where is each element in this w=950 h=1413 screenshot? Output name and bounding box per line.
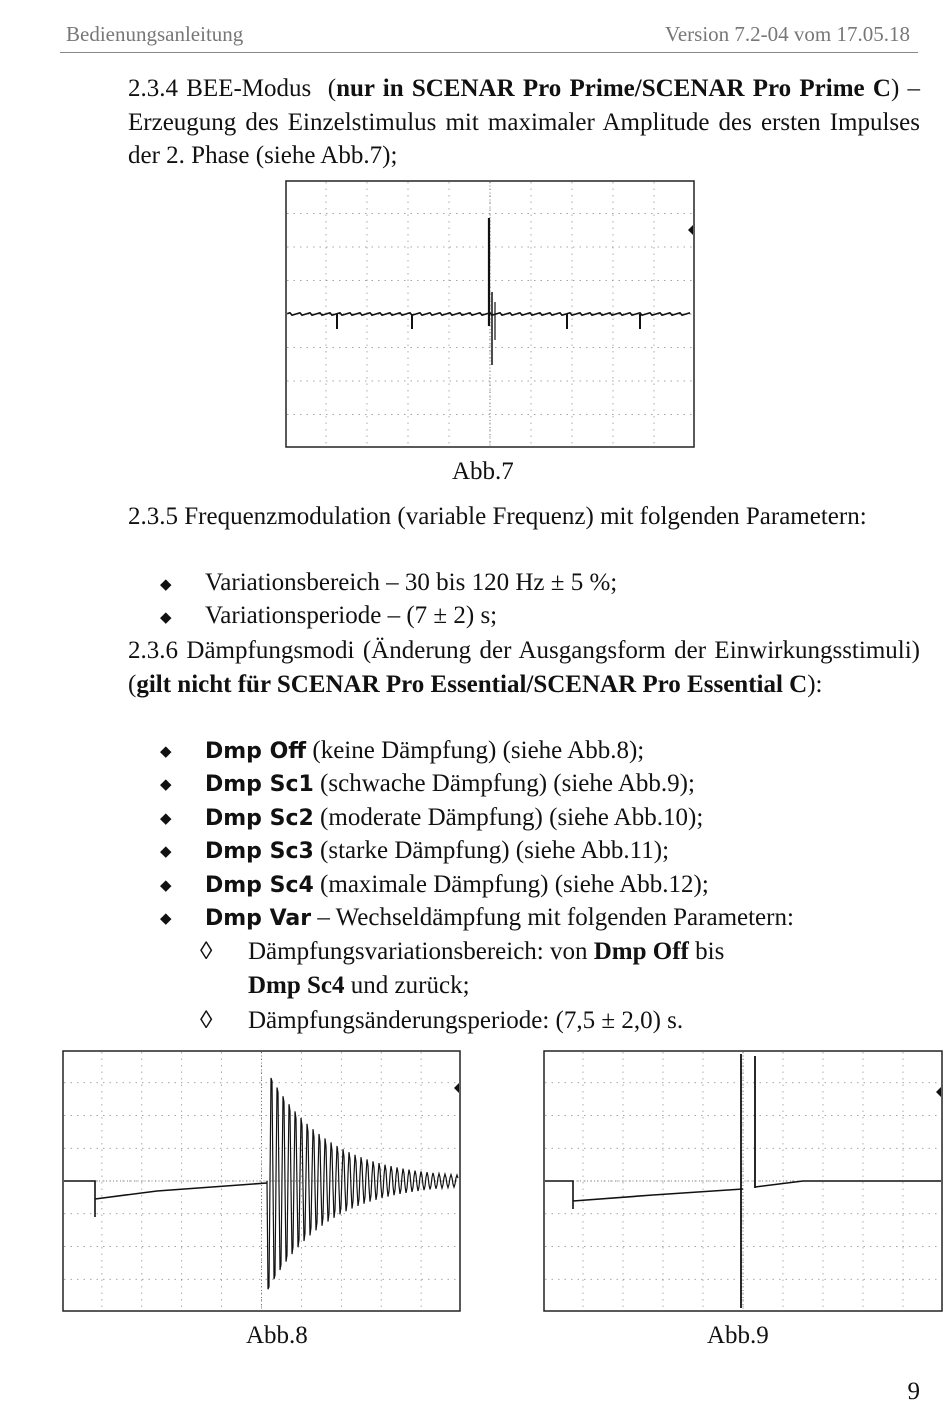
mode-desc: (maximale Dämpfung) (siehe Abb.12); xyxy=(313,871,709,898)
bullet-icon: ◆ xyxy=(160,744,172,760)
section-2-3-4 xyxy=(128,72,920,173)
sub-item-period: Dämpfungsänderungsperiode: (7,5 ± 2,0) s. xyxy=(248,1007,684,1034)
sub-item-range-cont xyxy=(248,969,470,1003)
bullet-icon: ◆ xyxy=(160,911,172,927)
bullet-icon: ◆ xyxy=(160,844,172,860)
section-text-end: ): xyxy=(807,670,823,698)
mode-ref: Dmp Off xyxy=(593,938,689,965)
running-header-right: Version 7.2-04 vom 17.05.18 xyxy=(665,22,910,46)
sub-text: Dämpfungsvariationsbereich: von xyxy=(248,938,594,965)
paren: ( xyxy=(327,75,337,102)
mode-desc: (starke Dämpfung) (siehe Abb.11); xyxy=(313,837,670,864)
mode-desc: – Wechseldämpfung mit folgenden Parametern: xyxy=(311,904,794,931)
figure-caption-abb7: Abb.7 xyxy=(452,458,514,485)
list-item-dmp-sc2 xyxy=(205,801,703,836)
running-header-left: Bedienungsanleitung xyxy=(66,22,244,46)
bullet-icon: ◆ xyxy=(160,878,172,894)
mode-name: Dmp Var xyxy=(205,906,312,931)
sub-item-range xyxy=(248,935,724,969)
section-text: ) – Erzeugung des Einzelstimulus mit maximaler Amplitude des ersten Impulses der 2. Phase (siehe Abb.7); xyxy=(128,75,921,169)
bullet-icon: ◆ xyxy=(160,610,172,626)
mode-desc: (keine Dämpfung) (siehe Abb.8); xyxy=(306,737,645,764)
oscillogram-abb8 xyxy=(62,1050,461,1312)
section-2-3-6 xyxy=(128,634,920,701)
sub-text: und zurück; xyxy=(344,972,470,999)
mode-desc: (schwache Dämpfung) (siehe Abb.9); xyxy=(313,770,695,797)
mode-name: Dmp Sc2 xyxy=(205,806,314,831)
section-2-3-5: 2.3.5 Frequenzmodulation (variable Frequenz) mit folgenden Parametern: xyxy=(128,503,867,530)
oscillogram-abb7 xyxy=(285,180,695,448)
bullet-icon: ◆ xyxy=(160,811,172,827)
figure-caption-abb8: Abb.8 xyxy=(246,1322,308,1349)
mode-desc: (moderate Dämpfung) (siehe Abb.10); xyxy=(313,804,704,831)
section-text: 2.3.6 Dämpfungsmodi (Änderung der Ausgangsform der Einwirkungsstimuli) ( xyxy=(128,637,920,698)
mode-name: Dmp Off xyxy=(205,739,307,764)
model-note: gilt nicht für SCENAR Pro Essential/SCENAR Pro Essential C xyxy=(136,670,808,698)
header-rule xyxy=(60,52,918,53)
page-number: 9 xyxy=(907,1378,920,1405)
sub-text: bis xyxy=(688,938,725,965)
figure-caption-abb9: Abb.9 xyxy=(707,1322,769,1349)
bullet-icon: ◆ xyxy=(160,777,172,793)
mode-name: Dmp Sc4 xyxy=(205,873,314,898)
sub-bullet-icon: ◊ xyxy=(200,938,213,965)
list-item-dmp-sc4 xyxy=(205,868,709,903)
model-note: nur in SCENAR Pro Prime/SCENAR Pro Prime C xyxy=(336,75,891,102)
mode-name: Dmp Sc3 xyxy=(205,839,314,864)
list-item-dmp-sc3 xyxy=(205,834,669,869)
list-item: Variationsperiode – (7 ± 2) s; xyxy=(205,602,498,629)
section-number: 2.3.4 xyxy=(128,75,178,102)
bullet-icon: ◆ xyxy=(160,577,172,593)
oscillogram-abb9 xyxy=(543,1050,943,1312)
section-title: BEE-Modus xyxy=(186,75,312,102)
list-item: Variationsbereich – 30 bis 120 Hz ± 5 %; xyxy=(205,569,618,596)
list-item-dmp-var xyxy=(205,901,794,936)
list-item-dmp-sc1 xyxy=(205,767,695,802)
list-item-dmp-off xyxy=(205,734,644,769)
mode-name: Dmp Sc1 xyxy=(205,772,314,797)
mode-ref: Dmp Sc4 xyxy=(248,972,345,999)
sub-bullet-icon: ◊ xyxy=(200,1007,213,1034)
